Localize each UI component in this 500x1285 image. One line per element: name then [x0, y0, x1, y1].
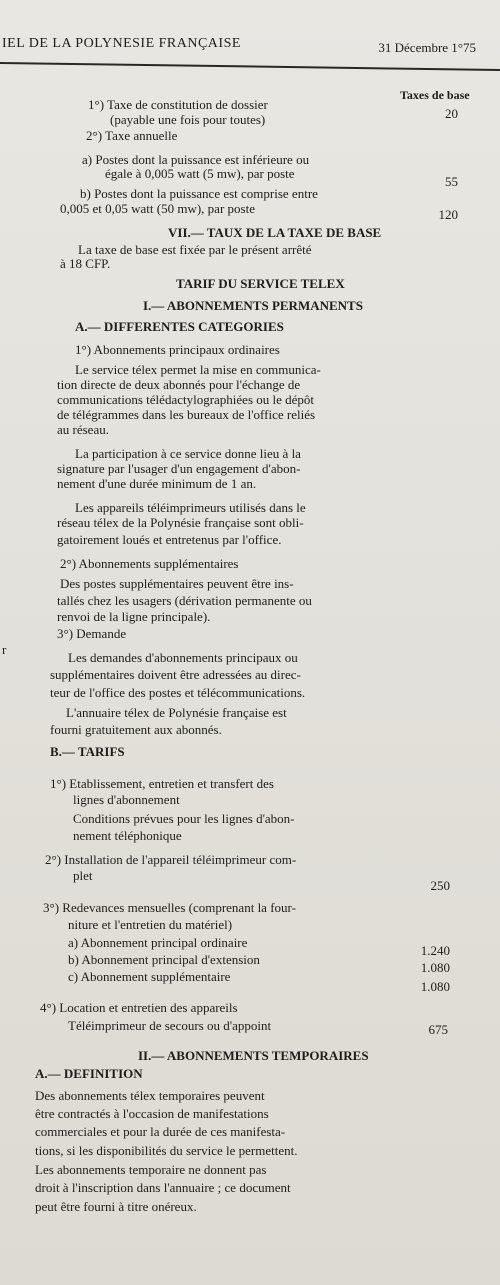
text-line: à 18 CFP.	[60, 256, 111, 271]
text-line: droit à l'inscription dans l'annuaire ; ce document	[35, 1180, 291, 1195]
text-line: signature par l'usager d'un engagement d'abon-	[57, 461, 301, 476]
column-heading: Taxes de base	[400, 88, 470, 102]
text-line: être contractés à l'occasion de manifestations	[35, 1106, 269, 1121]
amount-value: 675	[428, 1022, 448, 1037]
text-line: (payable une fois pour toutes)	[110, 112, 266, 127]
text-line: 4°) Location et entretien des appareils	[40, 1000, 238, 1015]
amount-value: 20	[445, 106, 458, 121]
text-line: Des abonnements télex temporaires peuvent	[35, 1088, 265, 1103]
text-line: 2°) Installation de l'appareil téléimprimeur com-	[45, 852, 297, 867]
text-line: Téléimprimeur de secours ou d'appoint	[68, 1018, 272, 1033]
text-line: 3°) Redevances mensuelles (comprenant la four-	[43, 900, 296, 915]
text-line: 1°) Etablissement, entretien et transfert des	[50, 776, 274, 791]
text-line: réseau télex de la Polynésie française sont obli-	[57, 515, 304, 530]
text-line: b) Abonnement principal d'extension	[68, 952, 260, 967]
text-line: plet	[73, 868, 93, 883]
text-line: fourni gratuitement aux abonnés.	[50, 722, 222, 737]
header-rule	[0, 62, 500, 71]
text-line: 1°) Taxe de constitution de dossier	[88, 97, 268, 112]
section-heading: VII.— TAUX DE LA TAXE DE BASE	[168, 225, 382, 240]
text-line: 2°) Abonnements supplémentaires	[60, 556, 239, 571]
text-line: commerciales et pour la durée de ces manifesta-	[35, 1124, 286, 1139]
text-line: Les appareils téléimprimeurs utilisés dans le	[75, 500, 306, 515]
section-heading: I.— ABONNEMENTS PERMANENTS	[143, 298, 363, 313]
text-line: lignes d'abonnement	[73, 792, 180, 807]
amount-value: 1.080	[420, 960, 450, 975]
text-line: supplémentaires doivent être adressées au direc-	[50, 667, 301, 682]
text-line: La taxe de base est fixée par le présent arrêté	[78, 242, 312, 257]
text-line: a) Postes dont la puissance est inférieure ou	[82, 152, 310, 167]
text-line: gatoirement loués et entretenus par l'office.	[57, 532, 282, 547]
text-line: L'annuaire télex de Polynésie française est	[66, 705, 287, 720]
text-line: au réseau.	[57, 422, 109, 437]
amount-value: 120	[438, 207, 458, 222]
section-heading: II.— ABONNEMENTS TEMPORAIRES	[138, 1048, 369, 1063]
amount-value: 55	[445, 174, 458, 189]
margin-mark: r	[2, 642, 7, 657]
amount-value: 1.080	[420, 979, 450, 994]
amount-value: 250	[430, 878, 450, 893]
text-line: c) Abonnement supplémentaire	[68, 969, 231, 984]
text-line: tions, si les disponibilités du service le permettent.	[35, 1143, 298, 1158]
text-line: de télégrammes dans les bureaux de l'office reliés	[57, 407, 316, 422]
text-line: Les abonnements temporaire ne donnent pas	[35, 1162, 267, 1177]
section-heading: A.— DIFFERENTES CATEGORIES	[75, 319, 284, 334]
text-line: peut être fourni à titre onéreux.	[35, 1199, 197, 1214]
text-line: Conditions prévues pour les lignes d'abon-	[73, 811, 295, 826]
section-heading: TARIF DU SERVICE TELEX	[176, 276, 345, 291]
text-line: 0,005 et 0,05 watt (50 mw), par poste	[60, 201, 255, 216]
text-line: 1°) Abonnements principaux ordinaires	[75, 342, 280, 357]
section-heading: B.— TARIFS	[50, 744, 125, 759]
text-line: a) Abonnement principal ordinaire	[68, 935, 248, 950]
text-line: renvoi de la ligne principale).	[57, 609, 211, 624]
text-line: Des postes supplémentaires peuvent être ins-	[60, 576, 294, 591]
text-line: teur de l'office des postes et télécommunications.	[50, 685, 306, 700]
amount-value: 1.240	[420, 943, 450, 958]
text-line: La participation à ce service donne lieu à la	[75, 446, 301, 461]
text-line: communications télédactylographiées ou le dépôt	[57, 392, 315, 407]
text-line: niture et l'entretien du matériel)	[68, 917, 233, 932]
text-line: égale à 0,005 watt (5 mw), par poste	[105, 166, 295, 181]
text-line: nement d'une durée minimum de 1 an.	[57, 476, 257, 491]
text-line: nement téléphonique	[73, 828, 182, 843]
text-line: tion directe de deux abonnés pour l'échange de	[57, 377, 301, 392]
text-line: tallés chez les usagers (dérivation permanente ou	[57, 593, 312, 608]
text-line: 2°) Taxe annuelle	[86, 128, 178, 143]
header-title: IEL DE LA POLYNESIE FRANÇAISE	[2, 36, 241, 51]
text-line: b) Postes dont la puissance est comprise entre	[80, 186, 318, 201]
page-header	[0, 36, 500, 60]
text-line: Le service télex permet la mise en communica-	[75, 362, 321, 377]
header-date: 31 Décembre 1°75	[378, 40, 476, 55]
section-heading: A.— DEFINITION	[35, 1066, 143, 1081]
text-line: 3°) Demande	[57, 626, 127, 641]
text-line: Les demandes d'abonnements principaux ou	[68, 650, 298, 665]
